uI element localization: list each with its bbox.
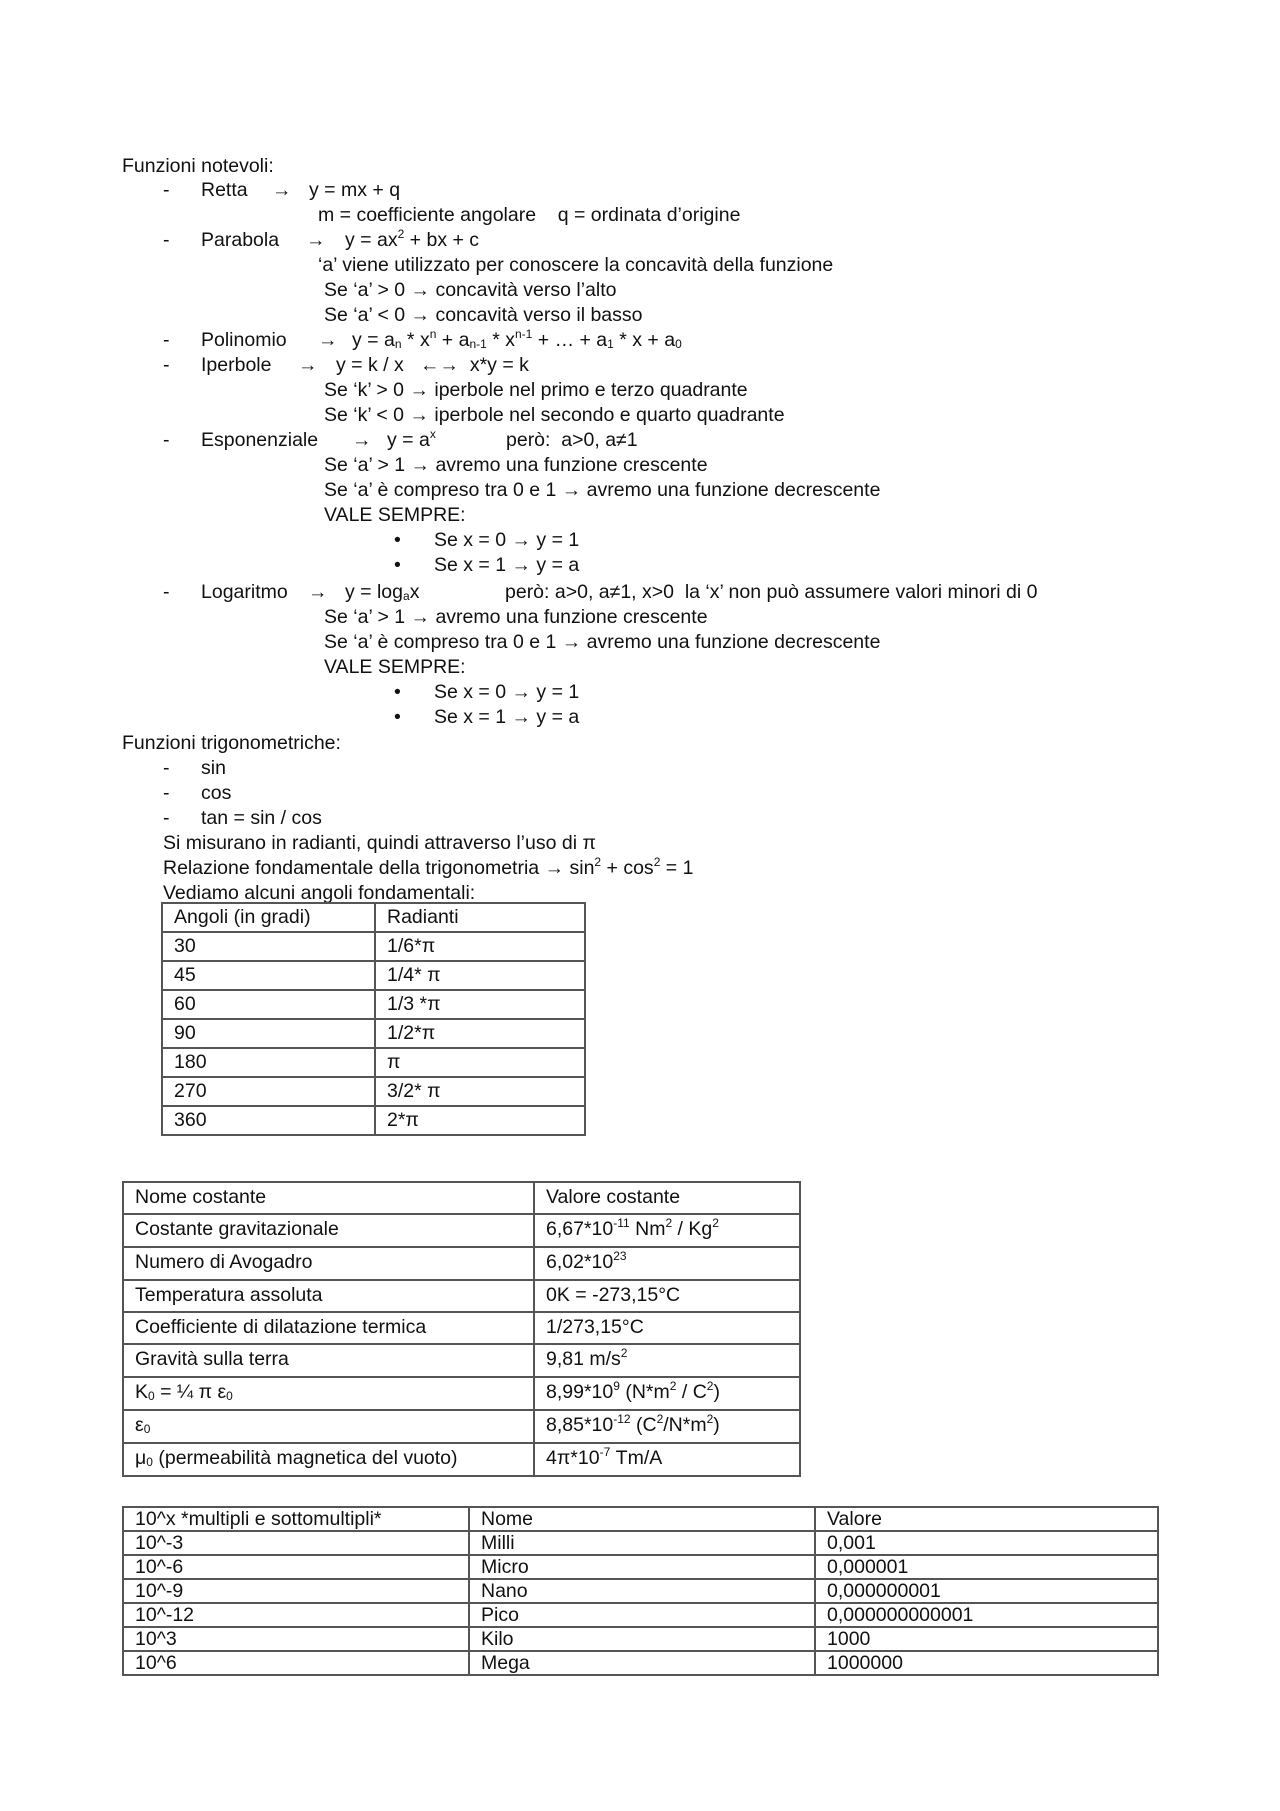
cell: 10^3 <box>123 1627 469 1651</box>
cell: 10^-3 <box>123 1531 469 1555</box>
cell: $\varepsilon_0$ <box>123 1410 534 1443</box>
cell: Milli <box>469 1531 815 1555</box>
cell: 45 <box>162 961 375 990</box>
trig-item-tan: tan = sin / cos <box>201 807 322 829</box>
cell: $\mu_0$ (permeabilità magnetica del vuoto) <box>123 1443 534 1476</box>
cell: 0,000000001 <box>815 1579 1158 1603</box>
formula-iperbole: y = k / x ←→ x*y = k <box>336 354 529 376</box>
trig-item-sin: sin <box>201 757 226 779</box>
table-row <box>123 1651 1158 1675</box>
formula-retta: y = mx + q <box>309 179 401 201</box>
condition-logaritmo: però: a>0, a≠1, x>0 la ‘x’ non può assumere valori minori di 0 <box>505 581 1038 603</box>
table-row <box>123 1377 800 1410</box>
cell: 1/4* π <box>375 961 585 990</box>
cell: $6,67*10^{-11}$ Nm$^2$ / Kg$^2$ <box>534 1214 800 1247</box>
table-header-row <box>162 903 585 932</box>
trig-note-angles: Vediamo alcuni angoli fondamentali: <box>163 882 476 904</box>
table-row <box>123 1603 1158 1627</box>
cell: 10^-9 <box>123 1579 469 1603</box>
list-bullet: - <box>163 581 170 603</box>
table-row <box>123 1531 1158 1555</box>
cell: Kilo <box>469 1627 815 1651</box>
cell: Pico <box>469 1603 815 1627</box>
cell: $4\pi*10^{-7}$ Tm/A <box>534 1443 800 1476</box>
formula-logaritmo: $y = \log_ax$ <box>345 581 420 603</box>
header-cell: Nome <box>469 1507 815 1531</box>
bullet-esponenziale-2: Se x = 1 → y = a <box>434 554 580 576</box>
cell: Gravità sulla terra <box>123 1344 534 1377</box>
cell: 10^-6 <box>123 1555 469 1579</box>
cell: 1/3 *π <box>375 990 585 1019</box>
cell: Micro <box>469 1555 815 1579</box>
note-parabola-3: Se ‘a’ < 0 → concavità verso il basso <box>324 304 643 326</box>
arrow-icon: → <box>352 429 372 451</box>
cell: 60 <box>162 990 375 1019</box>
function-name-retta: Retta <box>201 179 248 201</box>
cell: $8,85*10^{-12}$ $(C^2/N*m^2)$ <box>534 1410 800 1443</box>
bullet-logaritmo-1: Se x = 0 → y = 1 <box>434 681 580 703</box>
angles-table <box>161 902 586 1136</box>
header-cell: Radianti <box>375 903 585 932</box>
cell: Numero di Avogadro <box>123 1247 534 1280</box>
table-row <box>123 1410 800 1443</box>
cell: 1/6*π <box>375 932 585 961</box>
cell: Mega <box>469 1651 815 1675</box>
bullet-dot-icon: • <box>394 554 401 576</box>
bullet-dot-icon: • <box>394 681 401 703</box>
table-row <box>162 1077 585 1106</box>
cell: 10^-12 <box>123 1603 469 1627</box>
table-row <box>162 1106 585 1135</box>
list-bullet: - <box>163 757 170 779</box>
cell: 180 <box>162 1048 375 1077</box>
table-row <box>162 1048 585 1077</box>
function-name-esponenziale: Esponenziale <box>201 429 319 451</box>
cell: 3/2* π <box>375 1077 585 1106</box>
note-logaritmo-2: Se ‘a’ è compreso tra 0 e 1 → avremo una funzione decrescente <box>324 631 881 653</box>
list-bullet: - <box>163 354 170 376</box>
note-esponenziale-2: Se ‘a’ è compreso tra 0 e 1 → avremo una funzione decrescente <box>324 479 881 501</box>
cell: 0,001 <box>815 1531 1158 1555</box>
cell: $8,99*10^9$ $(N*m^2 / C^2)$ <box>534 1377 800 1410</box>
function-name-logaritmo: Logaritmo <box>201 581 288 603</box>
arrow-icon: → <box>308 581 328 603</box>
table-row <box>162 990 585 1019</box>
formula-parabola: $y = ax^2$ + bx + c <box>345 227 480 251</box>
cell: 10^6 <box>123 1651 469 1675</box>
function-name-parabola: Parabola <box>201 229 280 251</box>
cell: 0,000000000001 <box>815 1603 1158 1627</box>
cell: $K_0$ = ¼ π $\varepsilon_0$ <box>123 1377 534 1410</box>
table-row <box>123 1627 1158 1651</box>
table-row <box>123 1443 800 1476</box>
bullet-dot-icon: • <box>394 529 401 551</box>
list-bullet: - <box>163 782 170 804</box>
multiples-table <box>122 1506 1159 1676</box>
note-retta: m = coefficiente angolare q = ordinata d’origine <box>318 204 741 226</box>
cell: 1000 <box>815 1627 1158 1651</box>
header-cell: Valore <box>815 1507 1158 1531</box>
formula-polinomio: $y = a_n * x^n + a_{n-1} * x^{n-1}$ + … + $a_1 * x + a_0$ <box>352 327 682 351</box>
table-row <box>162 961 585 990</box>
cell: 9,81 $m/s^2$ <box>534 1344 800 1377</box>
header-cell: Valore costante <box>534 1182 800 1214</box>
table-row <box>123 1579 1158 1603</box>
note-logaritmo-1: Se ‘a’ > 1 → avremo una funzione crescente <box>324 606 708 628</box>
note-iperbole-2: Se ‘k’ < 0 → iperbole nel secondo e quarto quadrante <box>324 404 785 426</box>
table-row <box>123 1247 800 1280</box>
table-row <box>162 1019 585 1048</box>
list-bullet: - <box>163 429 170 451</box>
section-title-functions: Funzioni notevoli: <box>122 155 274 177</box>
list-bullet: - <box>163 229 170 251</box>
cell: 90 <box>162 1019 375 1048</box>
cell: Coefficiente di dilatazione termica <box>123 1312 534 1344</box>
cell: 2*π <box>375 1106 585 1135</box>
note-logaritmo-3: VALE SEMPRE: <box>324 656 466 678</box>
cell: Costante gravitazionale <box>123 1214 534 1247</box>
header-cell: Nome costante <box>123 1182 534 1214</box>
header-cell: Angoli (in gradi) <box>162 903 375 932</box>
arrow-icon: → <box>272 179 292 201</box>
function-name-polinomio: Polinomio <box>201 329 287 351</box>
bullet-esponenziale-1: Se x = 0 → y = 1 <box>434 529 580 551</box>
header-cell: 10^x *multipli e sottomultipli* <box>123 1507 469 1531</box>
note-parabola-1: ‘a’ viene utilizzato per conoscere la concavità della funzione <box>318 254 834 276</box>
cell: Nano <box>469 1579 815 1603</box>
trig-note-identity: Relazione fondamentale della trigonometria → $\sin^2 + \cos^2 = 1$ <box>163 855 694 879</box>
cell: 1/273,15°C <box>534 1312 800 1344</box>
note-parabola-2: Se ‘a’ > 0 → concavità verso l’alto <box>324 279 617 301</box>
constants-table <box>122 1181 801 1477</box>
table-header-row <box>123 1507 1158 1531</box>
note-iperbole-1: Se ‘k’ > 0 → iperbole nel primo e terzo quadrante <box>324 379 748 401</box>
note-esponenziale-3: VALE SEMPRE: <box>324 504 466 526</box>
arrow-icon: → <box>298 354 318 376</box>
table-row <box>123 1555 1158 1579</box>
condition-esponenziale: però: a>0, a≠1 <box>506 429 638 451</box>
table-row <box>123 1280 800 1312</box>
trig-note-radians: Si misurano in radianti, quindi attraverso l’uso di π <box>163 832 596 854</box>
table-row <box>123 1214 800 1247</box>
cell: $6,02*10^{23}$ <box>534 1247 800 1280</box>
bullet-dot-icon: • <box>394 706 401 728</box>
list-bullet: - <box>163 179 170 201</box>
table-row <box>123 1312 800 1344</box>
cell: 360 <box>162 1106 375 1135</box>
list-bullet: - <box>163 329 170 351</box>
cell: π <box>375 1048 585 1077</box>
cell: 1000000 <box>815 1651 1158 1675</box>
cell: 0,000001 <box>815 1555 1158 1579</box>
bullet-logaritmo-2: Se x = 1 → y = a <box>434 706 580 728</box>
cell: 270 <box>162 1077 375 1106</box>
arrow-icon: → <box>306 229 326 251</box>
note-esponenziale-1: Se ‘a’ > 1 → avremo una funzione crescente <box>324 454 708 476</box>
cell: Temperatura assoluta <box>123 1280 534 1312</box>
function-name-iperbole: Iperbole <box>201 354 272 376</box>
arrow-icon: → <box>318 329 338 351</box>
cell: 30 <box>162 932 375 961</box>
trig-item-cos: cos <box>201 782 232 804</box>
section-title-trig: Funzioni trigonometriche: <box>122 732 341 754</box>
cell: 1/2*π <box>375 1019 585 1048</box>
list-bullet: - <box>163 807 170 829</box>
cell: 0K = -273,15°C <box>534 1280 800 1312</box>
table-row <box>123 1344 800 1377</box>
formula-esponenziale: $y = a^x$ <box>387 427 436 451</box>
table-row <box>162 932 585 961</box>
table-header-row <box>123 1182 800 1214</box>
